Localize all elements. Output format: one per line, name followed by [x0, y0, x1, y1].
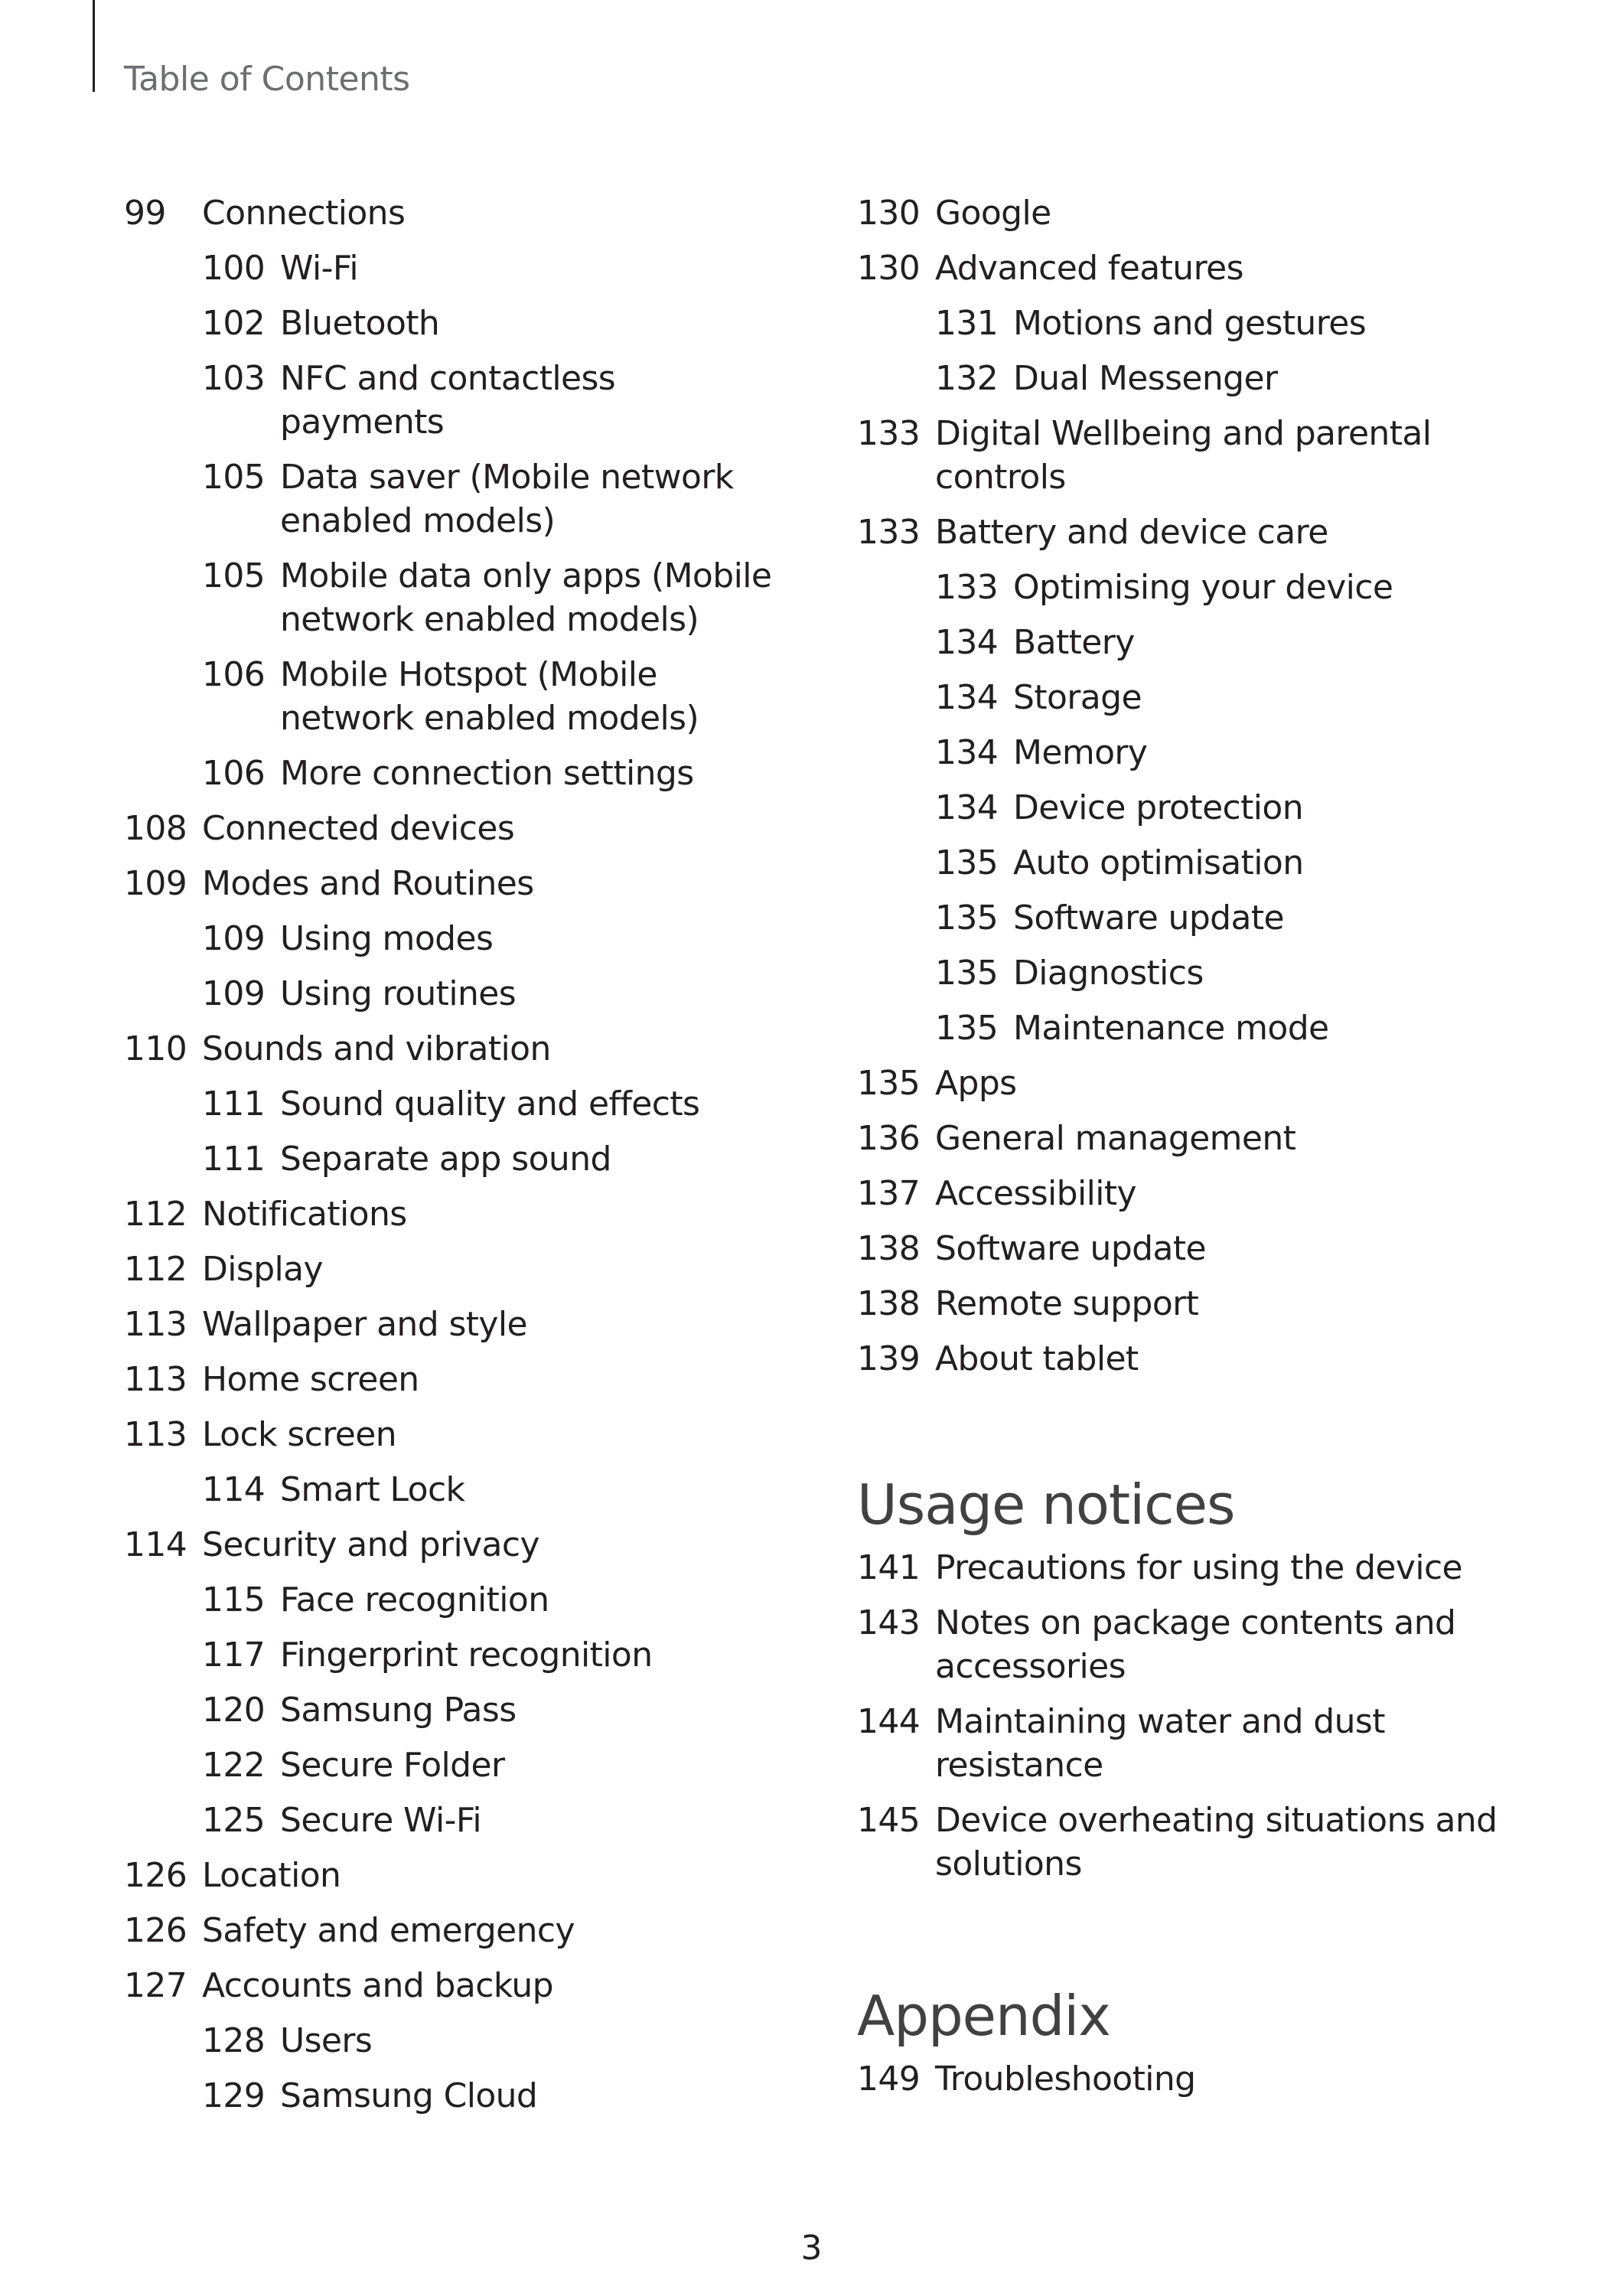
- toc-entry-title: Software update: [1013, 899, 1284, 938]
- toc-page-number: 122: [202, 1746, 266, 1785]
- toc-subentry[interactable]: [857, 896, 1546, 940]
- toc-entry-title: Location: [202, 1856, 341, 1895]
- toc-entry[interactable]: [857, 246, 1546, 290]
- toc-entry[interactable]: [124, 191, 782, 235]
- toc-subentry[interactable]: [124, 752, 782, 795]
- toc-page-number: 131: [935, 304, 999, 343]
- toc-page-number: 133: [857, 414, 921, 453]
- toc-subentry[interactable]: [124, 972, 782, 1016]
- toc-subentry[interactable]: [124, 653, 782, 740]
- toc-page-number: 103: [202, 359, 266, 398]
- toc-entry-title: Face recognition: [280, 1580, 549, 1619]
- toc-subentry[interactable]: [124, 554, 782, 641]
- toc-entry-title: Separate app sound: [280, 1140, 611, 1179]
- toc-page-number: 145: [857, 1801, 921, 1840]
- toc-entry-title: Secure Wi-Fi: [280, 1801, 482, 1840]
- usage-notices-heading: Usage notices: [857, 1473, 1235, 1537]
- toc-entry-title: Data saver (Mobile network enabled models): [280, 458, 734, 540]
- toc-page-number: 109: [202, 974, 266, 1013]
- toc-page-number: 137: [857, 1174, 921, 1213]
- toc-page-number: 135: [935, 843, 999, 882]
- toc-entry-title: Using modes: [280, 919, 494, 958]
- toc-entry[interactable]: [124, 1413, 782, 1456]
- toc-entry-title: Digital Wellbeing and parental controls: [935, 414, 1432, 497]
- toc-entry-title: Sound quality and effects: [280, 1084, 700, 1124]
- toc-entry[interactable]: [124, 1523, 782, 1567]
- toc-page-number: 132: [935, 359, 999, 398]
- toc-subentry[interactable]: [857, 951, 1546, 995]
- page-header-title: Table of Contents: [124, 60, 410, 99]
- toc-entry-title: Battery: [1013, 623, 1135, 662]
- toc-entry-title: Optimising your device: [1013, 568, 1393, 607]
- toc-left-column: [124, 191, 782, 2129]
- toc-right-column: [857, 191, 1546, 2112]
- toc-page-number: 109: [202, 919, 266, 958]
- toc-page-number: 113: [124, 1360, 187, 1399]
- toc-entry-title: Remote support: [935, 1284, 1199, 1323]
- toc-subentry[interactable]: [124, 2074, 782, 2118]
- toc-entry-title: Connected devices: [202, 809, 515, 848]
- toc-entry-title: More connection settings: [280, 754, 694, 793]
- toc-entry[interactable]: [124, 807, 782, 850]
- toc-page-number: 100: [202, 249, 266, 288]
- toc-entry-title: Device protection: [1013, 788, 1304, 827]
- toc-subentry[interactable]: [124, 1468, 782, 1512]
- toc-page-number: 135: [935, 1009, 999, 1048]
- toc-page-number: 136: [857, 1119, 921, 1158]
- toc-subentry[interactable]: [857, 731, 1546, 775]
- toc-page-number: 125: [202, 1801, 266, 1840]
- toc-page-number: 114: [124, 1525, 187, 1564]
- toc-subentry[interactable]: [857, 621, 1546, 664]
- toc-page-number: 111: [202, 1140, 266, 1179]
- toc-page-number: 111: [202, 1084, 266, 1124]
- toc-entry-title: NFC and contactless payments: [280, 359, 616, 442]
- toc-entry-title: Software update: [935, 1229, 1206, 1268]
- toc-page-number: 102: [202, 304, 266, 343]
- toc-subentry[interactable]: [857, 302, 1546, 345]
- toc-page-number: 135: [857, 1064, 921, 1103]
- toc-entry[interactable]: [857, 1337, 1546, 1381]
- toc-entry-title: Fingerprint recognition: [280, 1636, 653, 1675]
- toc-entry-title: Google: [935, 194, 1051, 233]
- toc-page-number: 112: [124, 1195, 187, 1234]
- toc-page-number: 117: [202, 1636, 266, 1675]
- toc-entry-title: Bluetooth: [280, 304, 440, 343]
- toc-page-number: 134: [935, 623, 999, 662]
- toc-page-number: 106: [202, 655, 266, 694]
- toc-page-number: 105: [202, 458, 266, 497]
- toc-subentry[interactable]: [857, 566, 1546, 609]
- toc-page-number: 126: [124, 1856, 187, 1895]
- toc-entry[interactable]: [124, 1909, 782, 1952]
- toc-entry-title: Secure Folder: [280, 1746, 505, 1785]
- toc-entry-title: Modes and Routines: [202, 864, 534, 903]
- toc-entry-title: About tablet: [935, 1339, 1139, 1378]
- toc-entry-title: Troubleshooting: [935, 2060, 1196, 2099]
- toc-page-number: 105: [202, 556, 266, 595]
- header-rule: [93, 0, 95, 92]
- toc-subentry[interactable]: [124, 1799, 782, 1842]
- toc-entry[interactable]: [857, 1282, 1546, 1326]
- toc-entry-title: Accounts and backup: [202, 1966, 553, 2005]
- toc-entry-title: Notes on package contents and accessories: [935, 1603, 1456, 1686]
- toc-entry[interactable]: [857, 2057, 1546, 2101]
- toc-entry[interactable]: [857, 1799, 1546, 1886]
- toc-subentry[interactable]: [857, 786, 1546, 830]
- toc-entry[interactable]: [857, 510, 1546, 554]
- toc-entry-title: Mobile Hotspot (Mobile network enabled models): [280, 655, 699, 738]
- toc-entry[interactable]: [124, 862, 782, 905]
- toc-entry[interactable]: [124, 1192, 782, 1236]
- toc-entry-title: Diagnostics: [1013, 954, 1204, 993]
- toc-entry-title: Maintaining water and dust resistance: [935, 1702, 1385, 1785]
- toc-entry-title: Sounds and vibration: [202, 1029, 551, 1068]
- toc-entry-title: Display: [202, 1250, 323, 1289]
- toc-page-number: 126: [124, 1911, 187, 1950]
- toc-entry[interactable]: [124, 1247, 782, 1291]
- toc-entry-title: Motions and gestures: [1013, 304, 1367, 343]
- toc-entry-title: Device overheating situations and solutions: [935, 1801, 1498, 1883]
- toc-entry[interactable]: [124, 1964, 782, 2007]
- page-number: 3: [800, 2229, 823, 2268]
- appendix-list: [857, 2057, 1546, 2101]
- toc-subentry[interactable]: [124, 1578, 782, 1622]
- toc-page-number: 108: [124, 809, 187, 848]
- toc-entry-title: Lock screen: [202, 1415, 396, 1454]
- toc-page-number: 127: [124, 1966, 187, 2005]
- toc-entry[interactable]: [857, 1172, 1546, 1215]
- toc-entry-title: Accessibility: [935, 1174, 1136, 1213]
- toc-entry-title: Mobile data only apps (Mobile network enabled models): [280, 556, 772, 639]
- toc-page-number: 120: [202, 1691, 266, 1730]
- toc-entry[interactable]: [857, 1546, 1546, 1590]
- toc-page-number: 128: [202, 2021, 266, 2060]
- toc-entry-title: Memory: [1013, 733, 1148, 772]
- toc-entry-title: Security and privacy: [202, 1525, 539, 1564]
- toc-page-number: 130: [857, 194, 921, 233]
- toc-page-number: 113: [124, 1415, 187, 1454]
- toc-subentry[interactable]: [857, 1006, 1546, 1050]
- toc-page-number: 114: [202, 1470, 266, 1509]
- toc-entry-title: Battery and device care: [935, 513, 1328, 552]
- toc-entry-title: Precautions for using the device: [935, 1548, 1463, 1587]
- toc-subentry[interactable]: [857, 357, 1546, 400]
- toc-entry-title: Samsung Pass: [280, 1691, 517, 1730]
- toc-subentry[interactable]: [124, 1633, 782, 1677]
- toc-entry-title: Storage: [1013, 678, 1142, 717]
- toc-subentry[interactable]: [124, 357, 782, 444]
- toc-entry[interactable]: [124, 1303, 782, 1346]
- toc-page-number: 134: [935, 678, 999, 717]
- toc-page-number: 143: [857, 1603, 921, 1642]
- toc-page-number: 115: [202, 1580, 266, 1619]
- toc-page-number: 106: [202, 754, 266, 793]
- toc-entry[interactable]: [857, 1227, 1546, 1270]
- toc-entry[interactable]: [857, 191, 1546, 235]
- toc-subentry[interactable]: [124, 1082, 782, 1126]
- toc-subentry[interactable]: [124, 246, 782, 290]
- toc-entry-title: Dual Messenger: [1013, 359, 1278, 398]
- toc-page-number: 110: [124, 1029, 187, 1068]
- toc-page-number: 138: [857, 1229, 921, 1268]
- toc-entry-title: Wallpaper and style: [202, 1305, 527, 1344]
- toc-page-number: 129: [202, 2076, 266, 2115]
- toc-entry[interactable]: [124, 1358, 782, 1401]
- toc-page-number: 138: [857, 1284, 921, 1323]
- toc-entry[interactable]: [124, 1854, 782, 1897]
- toc-page-number: 109: [124, 864, 187, 903]
- toc-page-number: 112: [124, 1250, 187, 1289]
- toc-entry[interactable]: [857, 1062, 1546, 1105]
- toc-page-number: 144: [857, 1702, 921, 1741]
- appendix-heading: Appendix: [857, 1984, 1110, 2048]
- toc-entry[interactable]: [857, 412, 1546, 499]
- toc-entry-title: Using routines: [280, 974, 517, 1013]
- toc-entry-title: Advanced features: [935, 249, 1243, 288]
- toc-entry-title: Samsung Cloud: [280, 2076, 538, 2115]
- toc-page-number: 135: [935, 954, 999, 993]
- toc-page-number: 133: [935, 568, 999, 607]
- toc-page-number: 139: [857, 1339, 921, 1378]
- toc-left-list: [124, 191, 782, 2118]
- toc-entry-title: Notifications: [202, 1195, 407, 1234]
- toc-entry-title: Wi-Fi: [280, 249, 358, 288]
- toc-subentry[interactable]: [124, 1743, 782, 1787]
- toc-right-list: [857, 191, 1546, 1381]
- toc-subentry[interactable]: [857, 676, 1546, 719]
- toc-entry-title: Smart Lock: [280, 1470, 465, 1509]
- toc-page-number: 99: [124, 194, 166, 233]
- toc-page-number: 130: [857, 249, 921, 288]
- toc-entry-title: General management: [935, 1119, 1296, 1158]
- usage-notices-list: [857, 1546, 1546, 1886]
- toc-entry[interactable]: [857, 1601, 1546, 1688]
- toc-entry[interactable]: [857, 1117, 1546, 1160]
- toc-page-number: 135: [935, 899, 999, 938]
- toc-subentry[interactable]: [124, 2019, 782, 2063]
- toc-subentry[interactable]: [124, 302, 782, 345]
- toc-page-number: 113: [124, 1305, 187, 1344]
- toc-subentry[interactable]: [124, 917, 782, 960]
- toc-page-number: 134: [935, 788, 999, 827]
- toc-subentry[interactable]: [124, 1137, 782, 1181]
- toc-entry-title: Connections: [202, 194, 406, 233]
- toc-entry-title: Maintenance mode: [1013, 1009, 1329, 1048]
- toc-page-number: 134: [935, 733, 999, 772]
- toc-page-number: 141: [857, 1548, 921, 1587]
- toc-entry-title: Apps: [935, 1064, 1017, 1103]
- toc-page-number: 133: [857, 513, 921, 552]
- toc-entry-title: Safety and emergency: [202, 1911, 575, 1950]
- toc-entry-title: Auto optimisation: [1013, 843, 1304, 882]
- toc-subentry[interactable]: [124, 1688, 782, 1732]
- toc-subentry[interactable]: [857, 841, 1546, 885]
- toc-entry[interactable]: [857, 1700, 1546, 1787]
- toc-entry-title: Home screen: [202, 1360, 419, 1399]
- toc-subentry[interactable]: [124, 455, 782, 543]
- toc-entry[interactable]: [124, 1027, 782, 1071]
- toc-entry-title: Users: [280, 2021, 373, 2060]
- toc-page-number: 149: [857, 2060, 921, 2099]
